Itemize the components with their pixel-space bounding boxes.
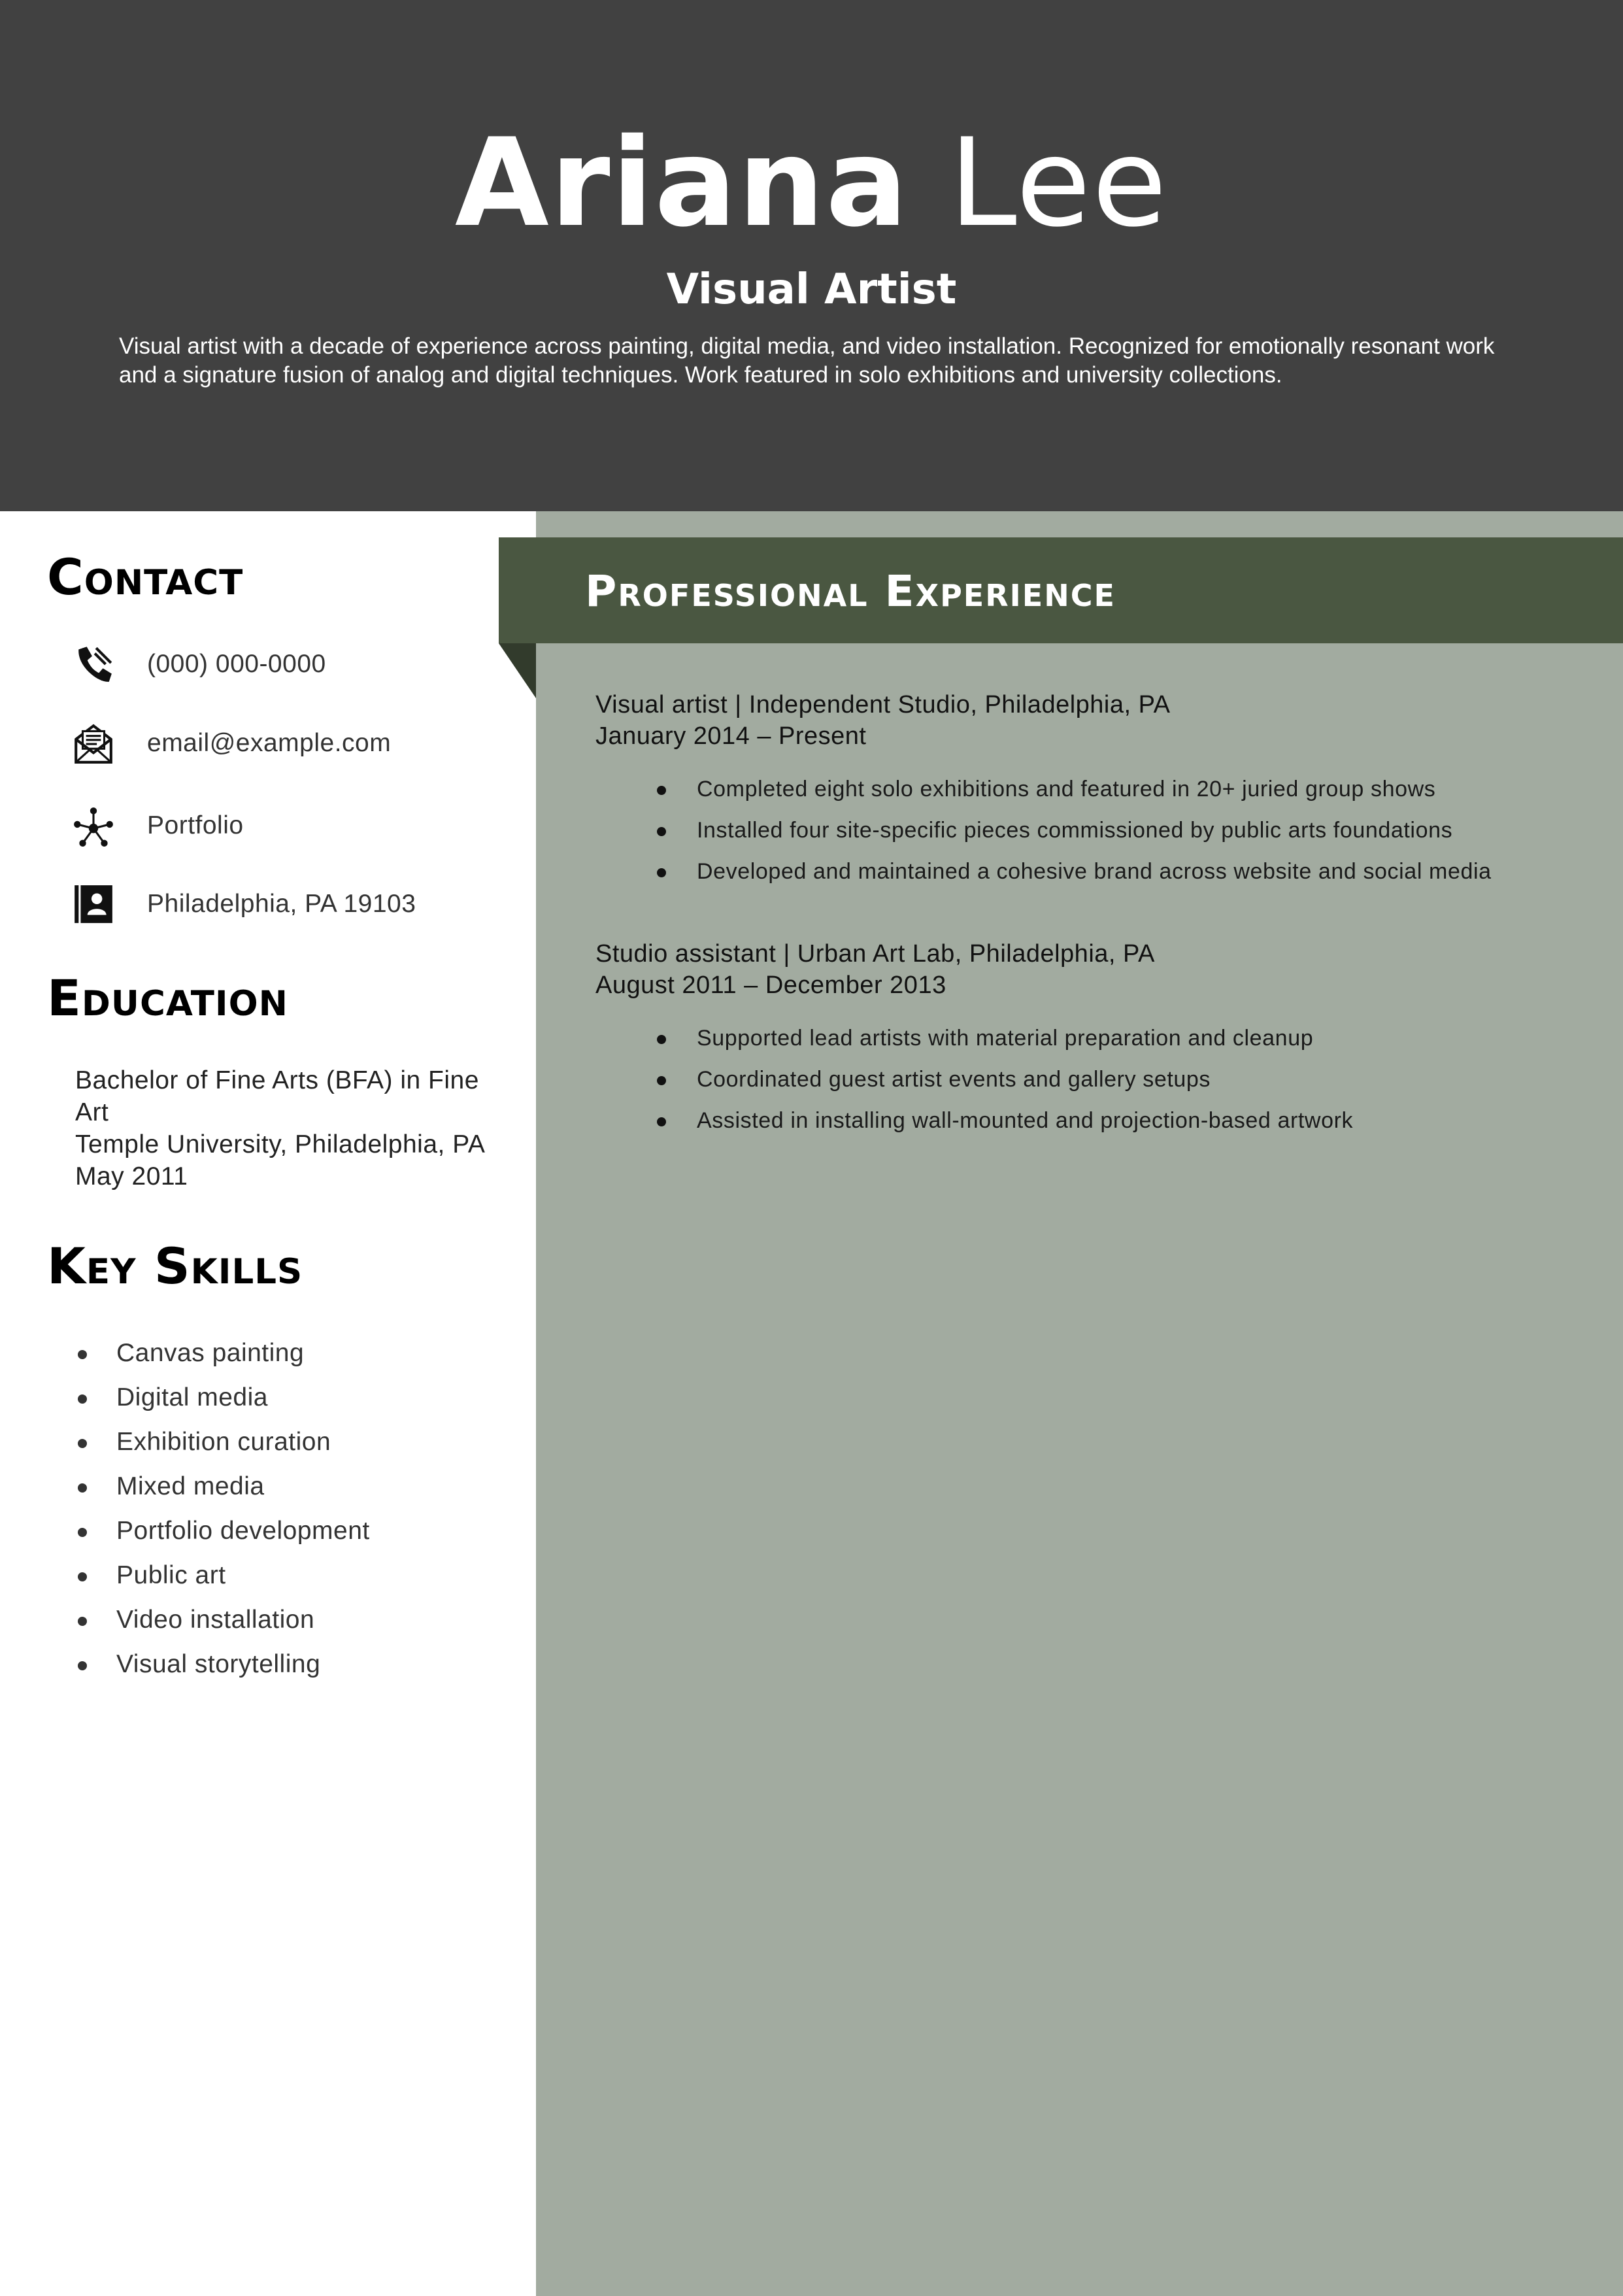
degree: Bachelor of Fine Arts (BFA) in Fine [75, 1066, 479, 1094]
skill-item: Digital media [75, 1376, 370, 1420]
network-icon [72, 804, 115, 847]
job-title: Visual Artist [666, 265, 957, 314]
skill-item: Video installation [75, 1598, 370, 1642]
candidate-name [0, 111, 1623, 255]
skill-item: Public art [75, 1553, 370, 1598]
skill-item: Portfolio development [75, 1509, 370, 1553]
first-name: Ariana [454, 112, 909, 254]
skill-item: Mixed media [75, 1464, 370, 1509]
job-bullet: Installed four site-specific pieces commissioned by public arts foundations [595, 810, 1589, 851]
job-dates: August 2011 – December 2013 [595, 971, 946, 999]
ribbon-fold [499, 643, 536, 698]
experience-heading: Professional Experience [585, 566, 1116, 616]
skill-item: Visual storytelling [75, 1642, 370, 1687]
skill-item: Exhibition curation [75, 1420, 370, 1464]
address-book-icon [72, 883, 115, 926]
skills-list [75, 1331, 370, 1687]
job-entry [595, 689, 1589, 892]
job-title-line: Studio assistant | Urban Art Lab, Philadelphia, PA [595, 940, 1155, 968]
job-title-line: Visual artist | Independent Studio, Philadelphia, PA [595, 691, 1171, 718]
job-bullet: Completed eight solo exhibitions and featured in 20+ juried group shows [595, 769, 1589, 810]
graduation-date: May 2011 [75, 1162, 188, 1190]
contact-text: Philadelphia, PA 19103 [147, 890, 416, 918]
summary-line: and a signature fusion of analog and digital techniques. Work featured in solo exhibitions and university collections. [119, 362, 1282, 388]
job-entry [595, 938, 1589, 1141]
school: Temple University, Philadelphia, PA [75, 1130, 486, 1158]
skills-heading: Key Skills [47, 1237, 303, 1295]
phone-icon [72, 643, 115, 686]
contact-text: (000) 000-0000 [147, 650, 326, 678]
skill-item: Canvas painting [75, 1331, 370, 1376]
last-name: Lee [948, 112, 1169, 254]
contact-heading: Contact [47, 548, 244, 606]
contact-text: email@example.com [147, 729, 392, 757]
degree: Art [75, 1098, 109, 1126]
job-bullet: Assisted in installing wall-mounted and projection-based artwork [595, 1100, 1589, 1141]
portfolio-link[interactable]: Portfolio [147, 811, 244, 839]
job-bullets [595, 1018, 1589, 1141]
email-icon [72, 722, 115, 765]
education-entry [75, 1064, 507, 1192]
job-bullet: Supported lead artists with material preparation and cleanup [595, 1018, 1589, 1059]
job-dates: January 2014 – Present [595, 722, 867, 750]
job-bullets [595, 769, 1589, 892]
summary-line: Visual artist with a decade of experience across painting, digital media, and video installation. Recognized for emotionally resonant work [119, 333, 1495, 359]
header-banner [0, 0, 1623, 511]
job-bullet: Developed and maintained a cohesive brand across website and social media [595, 851, 1589, 892]
job-bullet: Coordinated guest artist events and gallery setups [595, 1059, 1589, 1100]
education-heading: Education [47, 969, 289, 1027]
summary [119, 332, 1524, 390]
